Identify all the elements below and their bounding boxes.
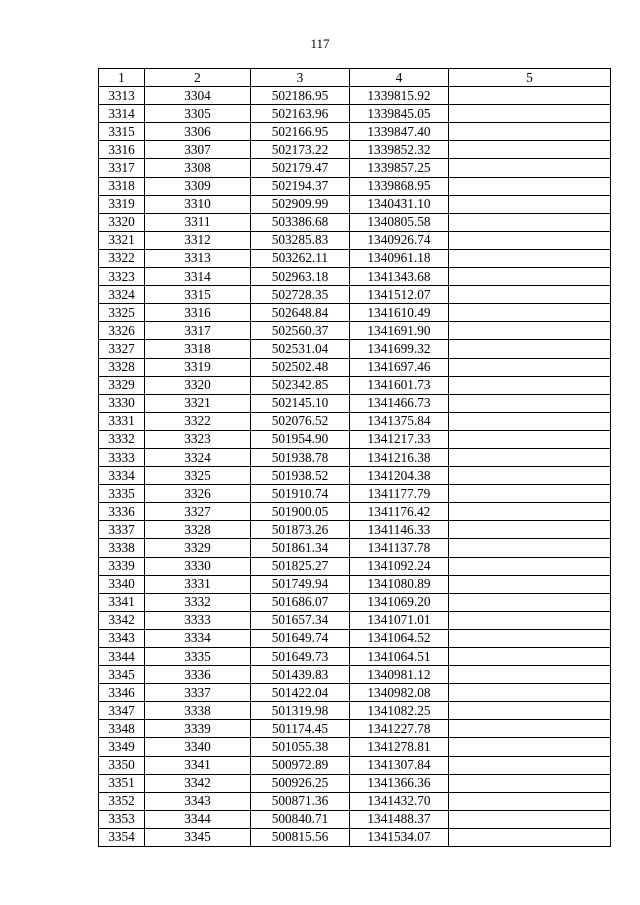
table-cell: 3332 <box>99 430 145 448</box>
table-cell: 501825.27 <box>251 557 350 575</box>
table-cell: 3338 <box>145 702 251 720</box>
table-row <box>99 828 611 846</box>
table-cell: 3314 <box>145 268 251 286</box>
table-cell: 3333 <box>145 611 251 629</box>
table-cell <box>449 340 611 358</box>
column-header: 1 <box>99 69 145 87</box>
table-cell: 3342 <box>99 611 145 629</box>
table-cell: 502342.85 <box>251 376 350 394</box>
table-cell: 1341375.84 <box>350 412 449 430</box>
table-row <box>99 539 611 557</box>
table-cell: 3329 <box>99 376 145 394</box>
table-cell: 3304 <box>145 87 251 105</box>
table-cell: 3353 <box>99 810 145 828</box>
table-cell: 3325 <box>99 304 145 322</box>
table-cell: 3312 <box>145 231 251 249</box>
table-cell <box>449 756 611 774</box>
table-cell: 1341488.37 <box>350 810 449 828</box>
table-row <box>99 394 611 412</box>
table-cell <box>449 629 611 647</box>
coordinates-table <box>98 68 611 847</box>
table-cell: 3318 <box>145 340 251 358</box>
table-cell: 3320 <box>145 376 251 394</box>
table-cell: 3315 <box>145 286 251 304</box>
table-cell: 1341064.51 <box>350 648 449 666</box>
table-cell: 3343 <box>99 629 145 647</box>
table-cell: 3327 <box>145 503 251 521</box>
table-row <box>99 485 611 503</box>
table-cell: 501749.94 <box>251 575 350 593</box>
table-cell <box>449 810 611 828</box>
table-row <box>99 593 611 611</box>
table-cell: 502076.52 <box>251 412 350 430</box>
table-row <box>99 286 611 304</box>
table-cell: 501649.74 <box>251 629 350 647</box>
table-cell: 1341512.07 <box>350 286 449 304</box>
table-row <box>99 412 611 430</box>
table-cell <box>449 213 611 231</box>
table-cell <box>449 828 611 846</box>
page-number: 117 <box>310 36 330 51</box>
table-cell: 3345 <box>145 828 251 846</box>
table-row <box>99 611 611 629</box>
table-cell: 3309 <box>145 177 251 195</box>
table-cell: 502502.48 <box>251 358 350 376</box>
table-cell: 502560.37 <box>251 322 350 340</box>
table-cell: 1341366.36 <box>350 774 449 792</box>
table-cell: 3306 <box>145 123 251 141</box>
table-cell: 501873.26 <box>251 521 350 539</box>
table-cell <box>449 322 611 340</box>
table-cell: 3315 <box>99 123 145 141</box>
table-cell: 3326 <box>145 485 251 503</box>
table-cell: 3325 <box>145 467 251 485</box>
column-header: 5 <box>449 69 611 87</box>
table-cell <box>449 575 611 593</box>
table-cell: 3354 <box>99 828 145 846</box>
table-cell: 501686.07 <box>251 593 350 611</box>
table-cell <box>449 123 611 141</box>
table-cell <box>449 684 611 702</box>
table-cell <box>449 557 611 575</box>
table-cell: 1341699.32 <box>350 340 449 358</box>
table-cell: 3311 <box>145 213 251 231</box>
column-header: 2 <box>145 69 251 87</box>
table-row <box>99 792 611 810</box>
table-cell: 3319 <box>145 358 251 376</box>
table-cell: 3336 <box>145 666 251 684</box>
table-row <box>99 177 611 195</box>
table-cell: 3326 <box>99 322 145 340</box>
table-cell: 1341217.33 <box>350 430 449 448</box>
table-cell: 1341610.49 <box>350 304 449 322</box>
table-row <box>99 141 611 159</box>
table-cell: 501910.74 <box>251 485 350 503</box>
table-cell: 3345 <box>99 666 145 684</box>
table-cell <box>449 304 611 322</box>
table-row <box>99 720 611 738</box>
table-cell: 1340961.18 <box>350 249 449 267</box>
table-row <box>99 304 611 322</box>
table-cell: 500815.56 <box>251 828 350 846</box>
table-cell: 3334 <box>99 467 145 485</box>
table-cell: 3338 <box>99 539 145 557</box>
table-cell: 501174.45 <box>251 720 350 738</box>
table-cell: 1341204.38 <box>350 467 449 485</box>
table-cell: 502648.84 <box>251 304 350 322</box>
table-cell: 3318 <box>99 177 145 195</box>
table-row <box>99 521 611 539</box>
table-cell: 502728.35 <box>251 286 350 304</box>
table-cell: 501319.98 <box>251 702 350 720</box>
table-cell <box>449 177 611 195</box>
table-row <box>99 105 611 123</box>
table-cell <box>449 286 611 304</box>
table-cell: 1339852.32 <box>350 141 449 159</box>
table-cell: 1341432.70 <box>350 792 449 810</box>
table-cell <box>449 105 611 123</box>
table-cell: 1341216.38 <box>350 448 449 466</box>
table-cell: 1340926.74 <box>350 231 449 249</box>
table-cell: 502173.22 <box>251 141 350 159</box>
table-cell <box>449 394 611 412</box>
table-row <box>99 448 611 466</box>
table-cell: 1339857.25 <box>350 159 449 177</box>
table-cell: 3350 <box>99 756 145 774</box>
table-cell: 1341466.73 <box>350 394 449 412</box>
table-cell: 1340982.08 <box>350 684 449 702</box>
table-row <box>99 648 611 666</box>
table-row <box>99 87 611 105</box>
table-cell: 1341278.81 <box>350 738 449 756</box>
table-row <box>99 213 611 231</box>
table-row <box>99 340 611 358</box>
table-cell: 1341071.01 <box>350 611 449 629</box>
table-cell: 3313 <box>99 87 145 105</box>
table-cell: 1341697.46 <box>350 358 449 376</box>
table-cell: 3339 <box>145 720 251 738</box>
table-cell: 502194.37 <box>251 177 350 195</box>
table-row <box>99 684 611 702</box>
table-cell <box>449 87 611 105</box>
table-cell: 3349 <box>99 738 145 756</box>
table-cell: 501422.04 <box>251 684 350 702</box>
table-cell <box>449 593 611 611</box>
table-cell: 3314 <box>99 105 145 123</box>
table-cell <box>449 141 611 159</box>
table-cell: 501900.05 <box>251 503 350 521</box>
table-cell: 3337 <box>145 684 251 702</box>
table-cell: 3343 <box>145 792 251 810</box>
table-cell: 1340431.10 <box>350 195 449 213</box>
table-cell <box>449 648 611 666</box>
table-row <box>99 249 611 267</box>
table-body <box>99 87 611 847</box>
table-row <box>99 810 611 828</box>
table-cell <box>449 249 611 267</box>
table-cell <box>449 485 611 503</box>
table-cell: 3317 <box>99 159 145 177</box>
table-cell <box>449 774 611 792</box>
table-cell: 3321 <box>99 231 145 249</box>
table-row <box>99 195 611 213</box>
table-cell: 3305 <box>145 105 251 123</box>
table-cell: 502963.18 <box>251 268 350 286</box>
table-cell <box>449 195 611 213</box>
table-cell <box>449 720 611 738</box>
table-row <box>99 376 611 394</box>
table-cell: 501657.34 <box>251 611 350 629</box>
table-cell: 3348 <box>99 720 145 738</box>
table-cell: 3335 <box>145 648 251 666</box>
table-cell: 3316 <box>145 304 251 322</box>
table-cell: 3337 <box>99 521 145 539</box>
table-row <box>99 467 611 485</box>
table-cell <box>449 702 611 720</box>
table-cell: 3344 <box>145 810 251 828</box>
table-cell <box>449 268 611 286</box>
table-cell: 3321 <box>145 394 251 412</box>
table-cell: 3320 <box>99 213 145 231</box>
table-cell: 3339 <box>99 557 145 575</box>
table-cell: 1341137.78 <box>350 539 449 557</box>
table-cell: 1341176.42 <box>350 503 449 521</box>
table-cell <box>449 448 611 466</box>
table-cell: 502145.10 <box>251 394 350 412</box>
table-cell: 3336 <box>99 503 145 521</box>
table-cell: 502166.95 <box>251 123 350 141</box>
table-row <box>99 430 611 448</box>
table-row <box>99 756 611 774</box>
table-cell <box>449 159 611 177</box>
table-cell: 3310 <box>145 195 251 213</box>
table-cell: 1341082.25 <box>350 702 449 720</box>
table-cell: 500871.36 <box>251 792 350 810</box>
table-cell: 3313 <box>145 249 251 267</box>
table-cell: 3346 <box>99 684 145 702</box>
table-cell: 3341 <box>145 756 251 774</box>
table-cell <box>449 611 611 629</box>
table-cell: 3317 <box>145 322 251 340</box>
table-cell: 3331 <box>145 575 251 593</box>
table-cell: 3351 <box>99 774 145 792</box>
table-row <box>99 231 611 249</box>
table-cell: 501649.73 <box>251 648 350 666</box>
table-cell: 3333 <box>99 448 145 466</box>
table-cell <box>449 412 611 430</box>
table-cell <box>449 376 611 394</box>
table-cell: 501938.52 <box>251 467 350 485</box>
table-cell: 3324 <box>145 448 251 466</box>
table-cell: 3335 <box>99 485 145 503</box>
table-cell: 3307 <box>145 141 251 159</box>
table-cell: 3323 <box>99 268 145 286</box>
table-cell: 3308 <box>145 159 251 177</box>
table-cell: 3342 <box>145 774 251 792</box>
table-cell: 1341601.73 <box>350 376 449 394</box>
table-cell: 3330 <box>99 394 145 412</box>
table-cell: 501861.34 <box>251 539 350 557</box>
table-cell: 501954.90 <box>251 430 350 448</box>
table-cell <box>449 430 611 448</box>
table-cell: 1341691.90 <box>350 322 449 340</box>
table-header-row <box>99 69 611 87</box>
table-cell: 1341177.79 <box>350 485 449 503</box>
table-cell: 1340981.12 <box>350 666 449 684</box>
table-cell: 3347 <box>99 702 145 720</box>
table-row <box>99 774 611 792</box>
table-row <box>99 629 611 647</box>
table-cell: 1341092.24 <box>350 557 449 575</box>
table-cell: 1339847.40 <box>350 123 449 141</box>
table-row <box>99 123 611 141</box>
table-cell: 3331 <box>99 412 145 430</box>
column-header: 4 <box>350 69 449 87</box>
table-cell: 500840.71 <box>251 810 350 828</box>
table-cell: 1341343.68 <box>350 268 449 286</box>
table-cell: 502179.47 <box>251 159 350 177</box>
table-cell <box>449 503 611 521</box>
table-cell: 1341534.07 <box>350 828 449 846</box>
table-cell <box>449 467 611 485</box>
table-cell: 500972.89 <box>251 756 350 774</box>
table-cell: 1339868.95 <box>350 177 449 195</box>
table-cell: 1341064.52 <box>350 629 449 647</box>
table-cell: 502163.96 <box>251 105 350 123</box>
table-cell: 503262.11 <box>251 249 350 267</box>
table-cell: 3341 <box>99 593 145 611</box>
table-cell <box>449 358 611 376</box>
table-cell: 3319 <box>99 195 145 213</box>
table-cell: 1341227.78 <box>350 720 449 738</box>
table-cell: 3323 <box>145 430 251 448</box>
table-cell <box>449 521 611 539</box>
table-cell <box>449 666 611 684</box>
table-cell: 3328 <box>145 521 251 539</box>
table-row <box>99 557 611 575</box>
table-cell: 3330 <box>145 557 251 575</box>
column-header: 3 <box>251 69 350 87</box>
table-row <box>99 268 611 286</box>
table-cell: 3352 <box>99 792 145 810</box>
table-cell <box>449 792 611 810</box>
table-cell <box>449 539 611 557</box>
table-cell: 1341080.89 <box>350 575 449 593</box>
table-cell: 3334 <box>145 629 251 647</box>
table-cell: 3322 <box>145 412 251 430</box>
table-cell: 501439.83 <box>251 666 350 684</box>
table-cell: 502531.04 <box>251 340 350 358</box>
table-cell: 3328 <box>99 358 145 376</box>
table-cell: 1339815.92 <box>350 87 449 105</box>
table-cell: 503285.83 <box>251 231 350 249</box>
table-cell: 502909.99 <box>251 195 350 213</box>
table-cell: 3322 <box>99 249 145 267</box>
table-cell <box>449 738 611 756</box>
table-cell: 1341069.20 <box>350 593 449 611</box>
table-row <box>99 702 611 720</box>
table-cell: 3332 <box>145 593 251 611</box>
table-row <box>99 666 611 684</box>
table-cell: 1340805.58 <box>350 213 449 231</box>
table-cell: 503386.68 <box>251 213 350 231</box>
table-cell: 3327 <box>99 340 145 358</box>
table-cell: 501055.38 <box>251 738 350 756</box>
table-cell <box>449 231 611 249</box>
table-row <box>99 159 611 177</box>
table-cell: 3324 <box>99 286 145 304</box>
table-row <box>99 358 611 376</box>
table-cell: 1339845.05 <box>350 105 449 123</box>
table-cell: 3340 <box>145 738 251 756</box>
table-cell: 3329 <box>145 539 251 557</box>
table-cell: 501938.78 <box>251 448 350 466</box>
table-cell: 1341146.33 <box>350 521 449 539</box>
table-cell: 3344 <box>99 648 145 666</box>
table-row <box>99 575 611 593</box>
table-row <box>99 503 611 521</box>
table-row <box>99 738 611 756</box>
table-cell: 502186.95 <box>251 87 350 105</box>
table-cell: 3340 <box>99 575 145 593</box>
table-cell: 500926.25 <box>251 774 350 792</box>
table-cell: 3316 <box>99 141 145 159</box>
table-cell: 1341307.84 <box>350 756 449 774</box>
table-row <box>99 322 611 340</box>
